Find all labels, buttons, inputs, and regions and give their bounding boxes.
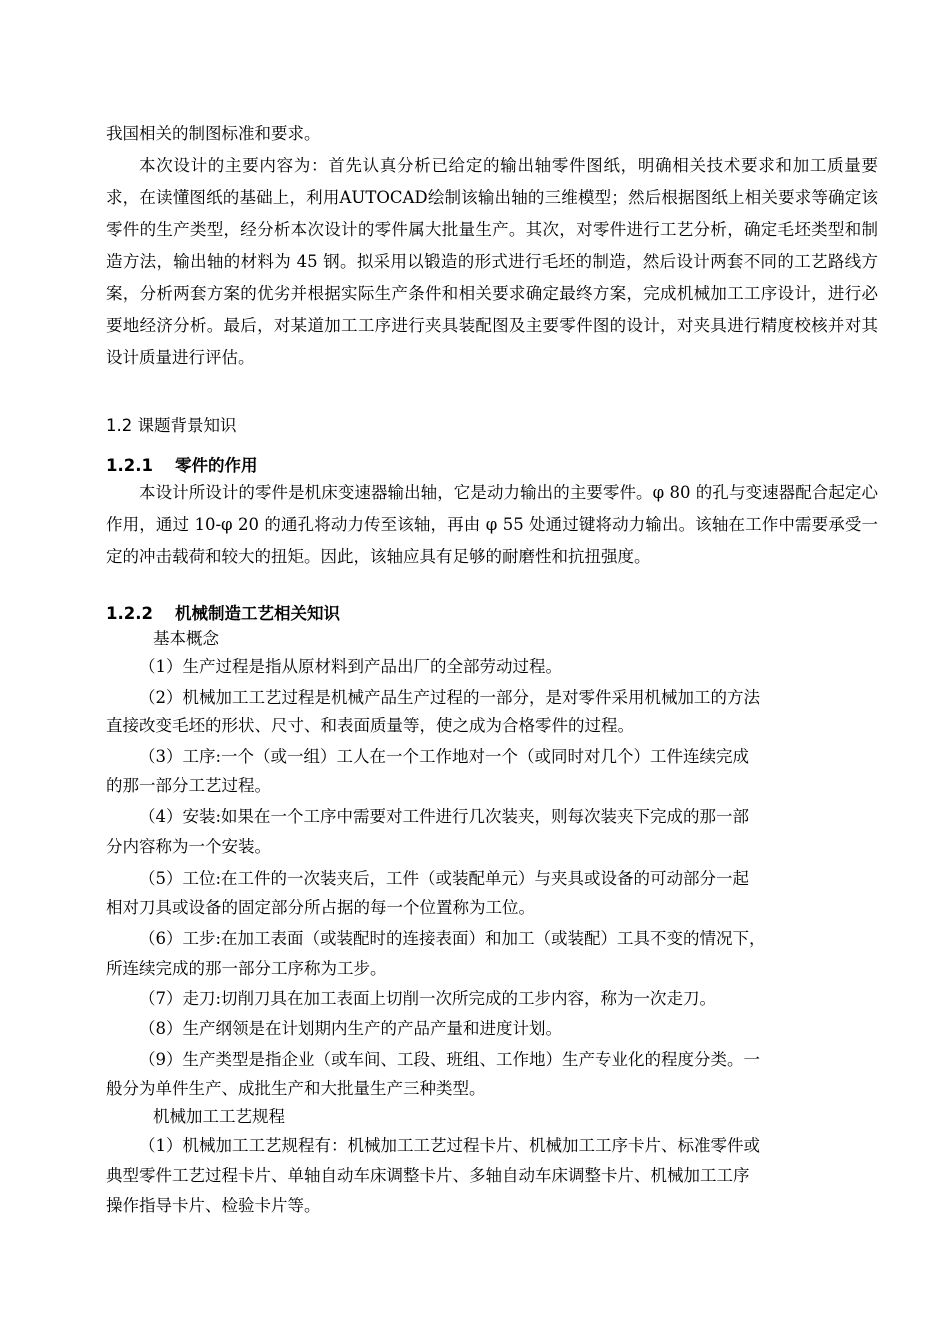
list-item: （5）工位:在工件的一次装夹后，工件（或装配单元）与夹具或设备的可动部分一起 (139, 869, 750, 888)
subheading-process-spec: 机械加工工艺规程 (153, 1107, 285, 1126)
paragraph-continuation: 我国相关的制图标准和要求。 (106, 124, 321, 143)
list-item-continuation: 直接改变毛坯的形状、尺寸、和表面质量等，使之成为合格零件的过程。 (106, 716, 634, 735)
list-item: （1）生产过程是指从原材料到产品出厂的全部劳动过程。 (139, 657, 562, 676)
list-item: （4）安装:如果在一个工序中需要对工件进行几次装夹，则每次装夹下完成的那一部 (139, 807, 750, 826)
list-item-continuation: 所连续完成的那一部分工序称为工步。 (106, 959, 387, 978)
list-item: （7）走刀:切削刀具在加工表面上切削一次所完成的工步内容，称为一次走刀。 (139, 989, 717, 1008)
heading-number: 1.2.1 (106, 456, 153, 475)
paragraph-design-content: 本次设计的主要内容为：首先认真分析已给定的输出轴零件图纸，明确相关技术要求和加工质量要求，在读懂图纸的基础上，利用AUTOCAD绘制该输出轴的三维模型；然后根据图纸上相关要求等确定该零件的生产类型，经分析本次设计的零件属大批量生产。其次，对零件进行工艺分析，确定毛坯类型和制造方法，输出轴的材料为 45 钢。拟采用以锻造的形式进行毛坯的制造，然后设计两套不同的工艺路线方案，分析两套方案的优劣并根据实际生产条件和相关要求确定最终方案，完成机械加工工序设计，进行必要地经济分析。最后，对某道加工工序进行夹具装配图及主要零件图的设计，对夹具进行精度校核并对其设计质量进行评估。 (106, 156, 878, 367)
list-item-continuation: 典型零件工艺过程卡片、单轴自动车床调整卡片、多轴自动车床调整卡片、机械加工工序 (106, 1166, 750, 1185)
list-item: （8）生产纲领是在计划期内生产的产品产量和进度计划。 (139, 1019, 562, 1038)
paragraph-part-function: 本设计所设计的零件是机床变速器输出轴，它是动力输出的主要零件。φ 80 的孔与变速器配合起定心作用，通过 10-φ 20 的通孔将动力传至该轴，再由 φ 55 处通过键将动力输出。该轴在工作中需要承受一定的冲击载荷和较大的扭矩。因此，该轴应具有足够的耐磨性和抗扭强度。 (106, 483, 878, 566)
list-item: （9）生产类型是指企业（或车间、工段、班组、工作地）生产专业化的程度分类。一 (139, 1050, 760, 1069)
heading-title: 零件的作用 (174, 456, 258, 475)
list-item-continuation: 般分为单件生产、成批生产和大批量生产三种类型。 (106, 1079, 486, 1098)
list-item: （1）机械加工工艺规程有：机械加工工艺过程卡片、机械加工工序卡片、标准零件或 (139, 1136, 760, 1155)
list-item-continuation: 操作指导卡片、检验卡片等。 (106, 1196, 321, 1215)
list-item: （6）工步:在加工表面（或装配时的连接表面）和加工（或装配）工具不变的情况下， (139, 929, 766, 948)
subheading-basic-concepts: 基本概念 (153, 629, 219, 648)
list-item: （3）工序:一个（或一组）工人在一个工作地对一个（或同时对几个）工件连续完成 (139, 747, 750, 766)
heading-number: 1.2.2 (106, 604, 153, 623)
list-item-continuation: 的那一部分工艺过程。 (106, 776, 271, 795)
list-item: （2）机械加工工艺过程是机械产品生产过程的一部分，是对零件采用机械加工的方法 (139, 688, 760, 707)
list-item-continuation: 相对刀具或设备的固定部分所占据的每一个位置称为工位。 (106, 898, 535, 917)
section-heading-1-2: 1.2 课题背景知识 (106, 416, 237, 435)
list-item-continuation: 分内容称为一个安装。 (106, 837, 271, 856)
heading-title: 机械制造工艺相关知识 (174, 604, 340, 623)
section-heading-1-2-2 (106, 598, 340, 630)
